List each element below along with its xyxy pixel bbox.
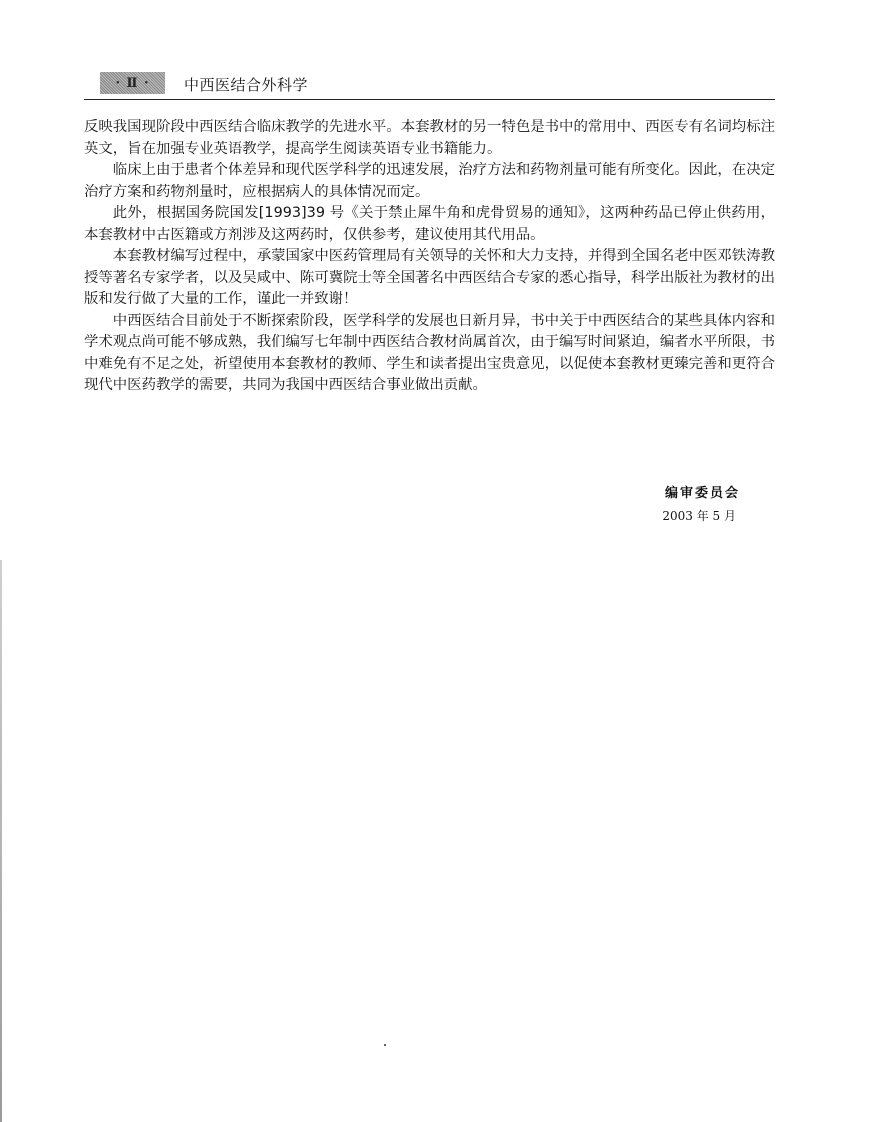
header-divider [84,99,775,100]
page-number-badge: · Ⅱ · [100,72,165,94]
scan-edge-shadow [0,560,2,1122]
body-text [84,117,775,397]
signature-date: 2003 年 5 月 [662,509,736,523]
running-header-title: 中西医结合外科学 [184,76,309,94]
scan-speck [384,1044,386,1046]
paragraph-continuation: 反映我国现阶段中西医结合临床教学的先进水平。本套教材的另一特色是书中的常用中、西医专有名词均标注英文，旨在加强专业英语教学，提高学生阅读英语专业书籍能力。 [84,119,775,157]
paragraph-acknowledgements: 本套教材编写过程中，承蒙国家中医药管理局有关领导的关怀和大力支持，并得到全国名老中医邓铁涛教授等著名专家学者，以及吴咸中、陈可冀院士等全国著名中西医结合专家的悉心指导，科学出版社为教材的出版和发行做了大量的工作，谨此一并致谢！ [84,248,775,307]
signature-organization: 编审委员会 [664,486,740,501]
paragraph-clinical-variation: 临床上由于患者个体差异和现代医学科学的迅速发展，治疗方法和药物剂量可能有所变化。因此，在决定治疗方案和药物剂量时，应根据病人的具体情况而定。 [84,162,775,200]
paragraph-closing: 中西医结合目前处于不断探索阶段，医学科学的发展也日新月异，书中关于中西医结合的某些具体内容和学术观点尚可能不够成熟，我们编写七年制中西医结合教材尚属首次，由于编写时间紧迫，编者水平所限，书中难免有不足之处，祈望使用本套教材的教师、学生和读者提出宝贵意见，以促使本套教材更臻完善和更符合现代中医药教学的需要，共同为我国中西医结合事业做出贡献。 [84,312,775,393]
signature-block [600,483,760,527]
paragraph-rhino-tiger-ban: 此外，根据国务院国发[1993]39 号《关于禁止犀牛角和虎骨贸易的通知》，这两种药品已停止供药用，本套教材中古医籍或方剂涉及这两药时，仅供参考，建议使用其代用品。 [84,205,775,243]
